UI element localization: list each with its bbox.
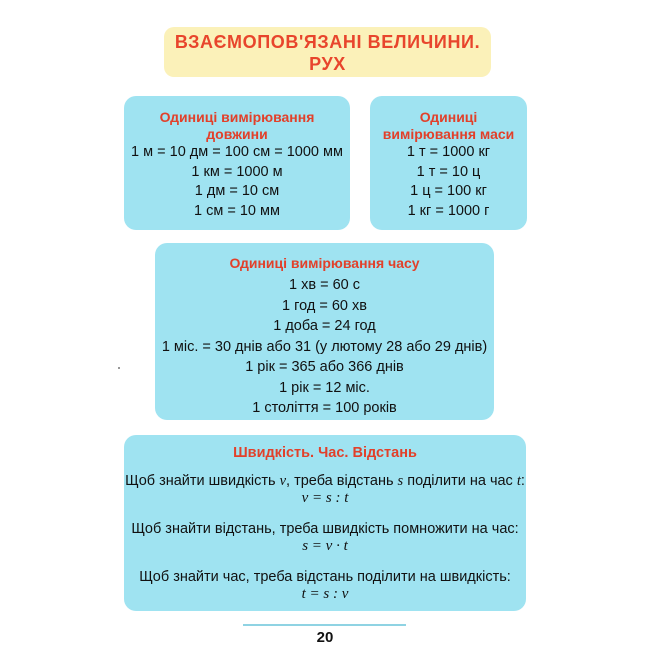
mass-units-heading: [370, 109, 527, 143]
page-number: 20: [316, 629, 334, 646]
speed-formula: v = s : t: [301, 490, 349, 506]
time-line: 1 рік = 12 міс.: [279, 379, 370, 396]
time-units-heading: Одиниці вимірювання часу: [229, 255, 420, 271]
title-line-1: ВЗАЄМОПОВ'ЯЗАНІ ВЕЛИЧИНИ.: [174, 32, 481, 52]
time-line: 1 год = 60 хв: [282, 297, 367, 314]
speed-rule-text: поділити на час: [403, 473, 517, 489]
mass-heading-line-2: вимірювання маси: [382, 126, 515, 142]
length-units-card: [124, 96, 350, 230]
speed-rule: [124, 472, 526, 490]
time-units-card: [155, 243, 494, 420]
mass-line: 1 т = 1000 кг: [406, 144, 491, 160]
time-line: 1 доба = 24 год: [273, 318, 376, 334]
page-title: [164, 27, 491, 77]
speed-var-v: v: [279, 473, 287, 489]
speed-rule-text: :: [520, 473, 525, 489]
time-formula: t = s : v: [301, 586, 349, 602]
length-line: 1 дм = 10 см: [194, 183, 280, 199]
mass-line: 1 т = 10 ц: [416, 163, 481, 180]
time-line: 1 хв = 60 с: [289, 277, 360, 293]
mass-heading-line-1: Одиниці: [419, 109, 478, 125]
length-units-heading: [124, 109, 350, 143]
time-line: 1 міс. = 30 днів або 31 (у лютому 28 або 29 днів): [161, 338, 488, 355]
distance-formula: s = v · t: [302, 538, 348, 554]
time-line: 1 століття = 100 років: [252, 400, 397, 416]
speed-heading: Швидкість. Час. Відстань: [233, 445, 417, 461]
length-line: 1 км = 1000 м: [191, 163, 283, 180]
speed-var-s: s: [397, 473, 404, 489]
title-line-2: РУХ: [309, 54, 346, 74]
time-line: 1 рік = 365 або 366 днів: [245, 359, 404, 375]
speed-time-distance-card: [124, 435, 526, 611]
time-rule: Щоб знайти час, треба відстань поділити на швидкість:: [139, 569, 511, 585]
length-line: 1 см = 10 мм: [194, 202, 280, 219]
length-heading-line-1: Одиниці вимірювання: [159, 109, 315, 125]
mass-line: 1 ц = 100 кг: [410, 183, 487, 199]
length-heading-line-2: довжини: [206, 126, 268, 142]
mass-line: 1 кг = 1000 г: [407, 202, 490, 219]
speed-rule-text: Щоб знайти швидкість: [125, 473, 280, 489]
speed-var-t: t: [516, 473, 521, 489]
stray-dot: [118, 367, 120, 369]
mass-units-card: [370, 96, 527, 230]
footer-divider: [243, 624, 406, 626]
distance-rule: Щоб знайти відстань, треба швидкість помножити на час:: [131, 521, 519, 537]
length-line: 1 м = 10 дм = 100 см = 1000 мм: [131, 144, 343, 160]
speed-rule-text: , треба відстань: [286, 473, 398, 489]
